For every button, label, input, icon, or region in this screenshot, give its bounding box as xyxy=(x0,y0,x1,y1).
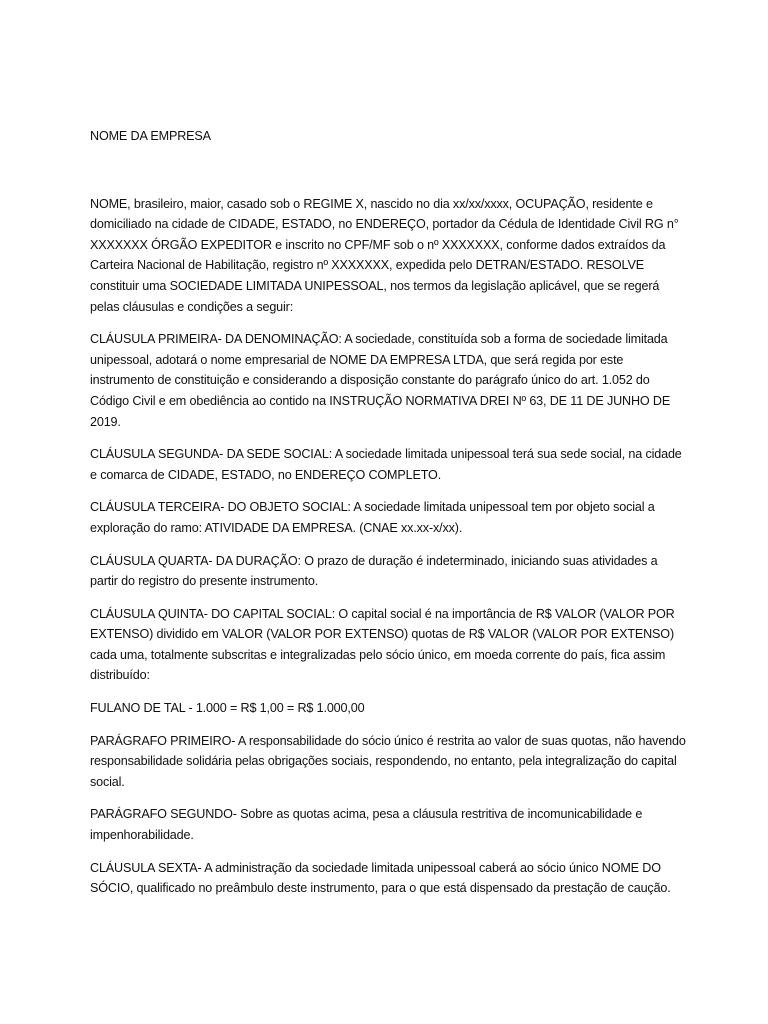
paragraph-second-subclause: PARÁGRAFO SEGUNDO- Sobre as quotas acima, pesa a cláusula restritiva de incomunicabilidade e impenhorabilidade. xyxy=(90,807,643,843)
paragraph-clause-second: CLÁUSULA SEGUNDA- DA SEDE SOCIAL: A sociedade limitada unipessoal terá sua sede social, na cidade e comarca de CIDADE, ESTADO, no ENDEREÇO COMPLETO. xyxy=(90,447,682,482)
document-body xyxy=(90,126,686,911)
paragraph-clause-fifth: CLÁUSULA QUINTA- DO CAPITAL SOCIAL: O capital social é na importância de R$ VALOR (VALOR POR EXTENSO) dividido em VALOR (VALOR POR EXTENSO) quotas de R$ VALOR (VALOR POR EXTENSO) cada uma, totalmente subscritas e integralizadas pelo sócio único, em moeda corrente do país, fica assim distribuído: xyxy=(90,606,675,683)
paragraph-first-subclause: PARÁGRAFO PRIMEIRO- A responsabilidade do sócio único é restrita ao valor de suas quotas, não havendo responsabilidade solidária pelas obrigações sociais, respondendo, no entanto, pela integralização do capital social. xyxy=(90,733,686,789)
paragraph-clause-third: CLÁUSULA TERCEIRA- DO OBJETO SOCIAL: A sociedade limitada unipessoal tem por objeto social a exploração do ramo: ATIVIDADE DA EMPRESA. (CNAE xx.xx-x/xx). xyxy=(90,500,655,535)
paragraph-clause-first: CLÁUSULA PRIMEIRA- DA DENOMINAÇÃO: A sociedade, constituída sob a forma de sociedade limitada unipessoal, adotará o nome empresarial de NOME DA EMPRESA LTDA, que será regida por este instrumento de constituição e considerando a disposição constante do parágrafo único do art. 1.052 do Código Civil e em obediência ao contido na INSTRUÇÃO NORMATIVA DREI Nº 63, DE 11 DE JUNHO DE 2019. xyxy=(90,332,671,429)
document-title: NOME DA EMPRESA xyxy=(90,129,211,143)
paragraph-clause-sixth: CLÁUSULA SEXTA- A administração da sociedade limitada unipessoal caberá ao sócio único NOME DO SÓCIO, qualificado no preâmbulo deste instrumento, para o que está dispensado da prestação de caução. xyxy=(90,860,671,896)
paragraph-clause-fourth: CLÁUSULA QUARTA- DA DURAÇÃO: O prazo de duração é indeterminado, iniciando suas atividades a partir do registro do presente instrumento. xyxy=(90,553,658,589)
paragraph-qualification: NOME, brasileiro, maior, casado sob o REGIME X, nascido no dia xx/xx/xxxx, OCUPAÇÃO, residente e domiciliado na cidade de CIDADE, ESTADO, no ENDEREÇO, portador da Cédula de Identidade Civil RG n° XXXXXXX ÓRGÃO EXPEDITOR e inscrito no CPF/MF sob o nº XXXXXXX, conforme dados extraídos da Carteira Nacional de Habilitação, registro nº XXXXXXX, expedida pelo DETRAN/ESTADO. RESOLVE constituir uma SOCIEDADE LIMITADA UNIPESSOAL, nos termos da legislação aplicável, que se regerá pelas cláusulas e condições a seguir: xyxy=(90,196,679,314)
paragraph-quota-distribution: FULANO DE TAL - 1.000 = R$ 1,00 = R$ 1.000,00 xyxy=(90,701,365,716)
